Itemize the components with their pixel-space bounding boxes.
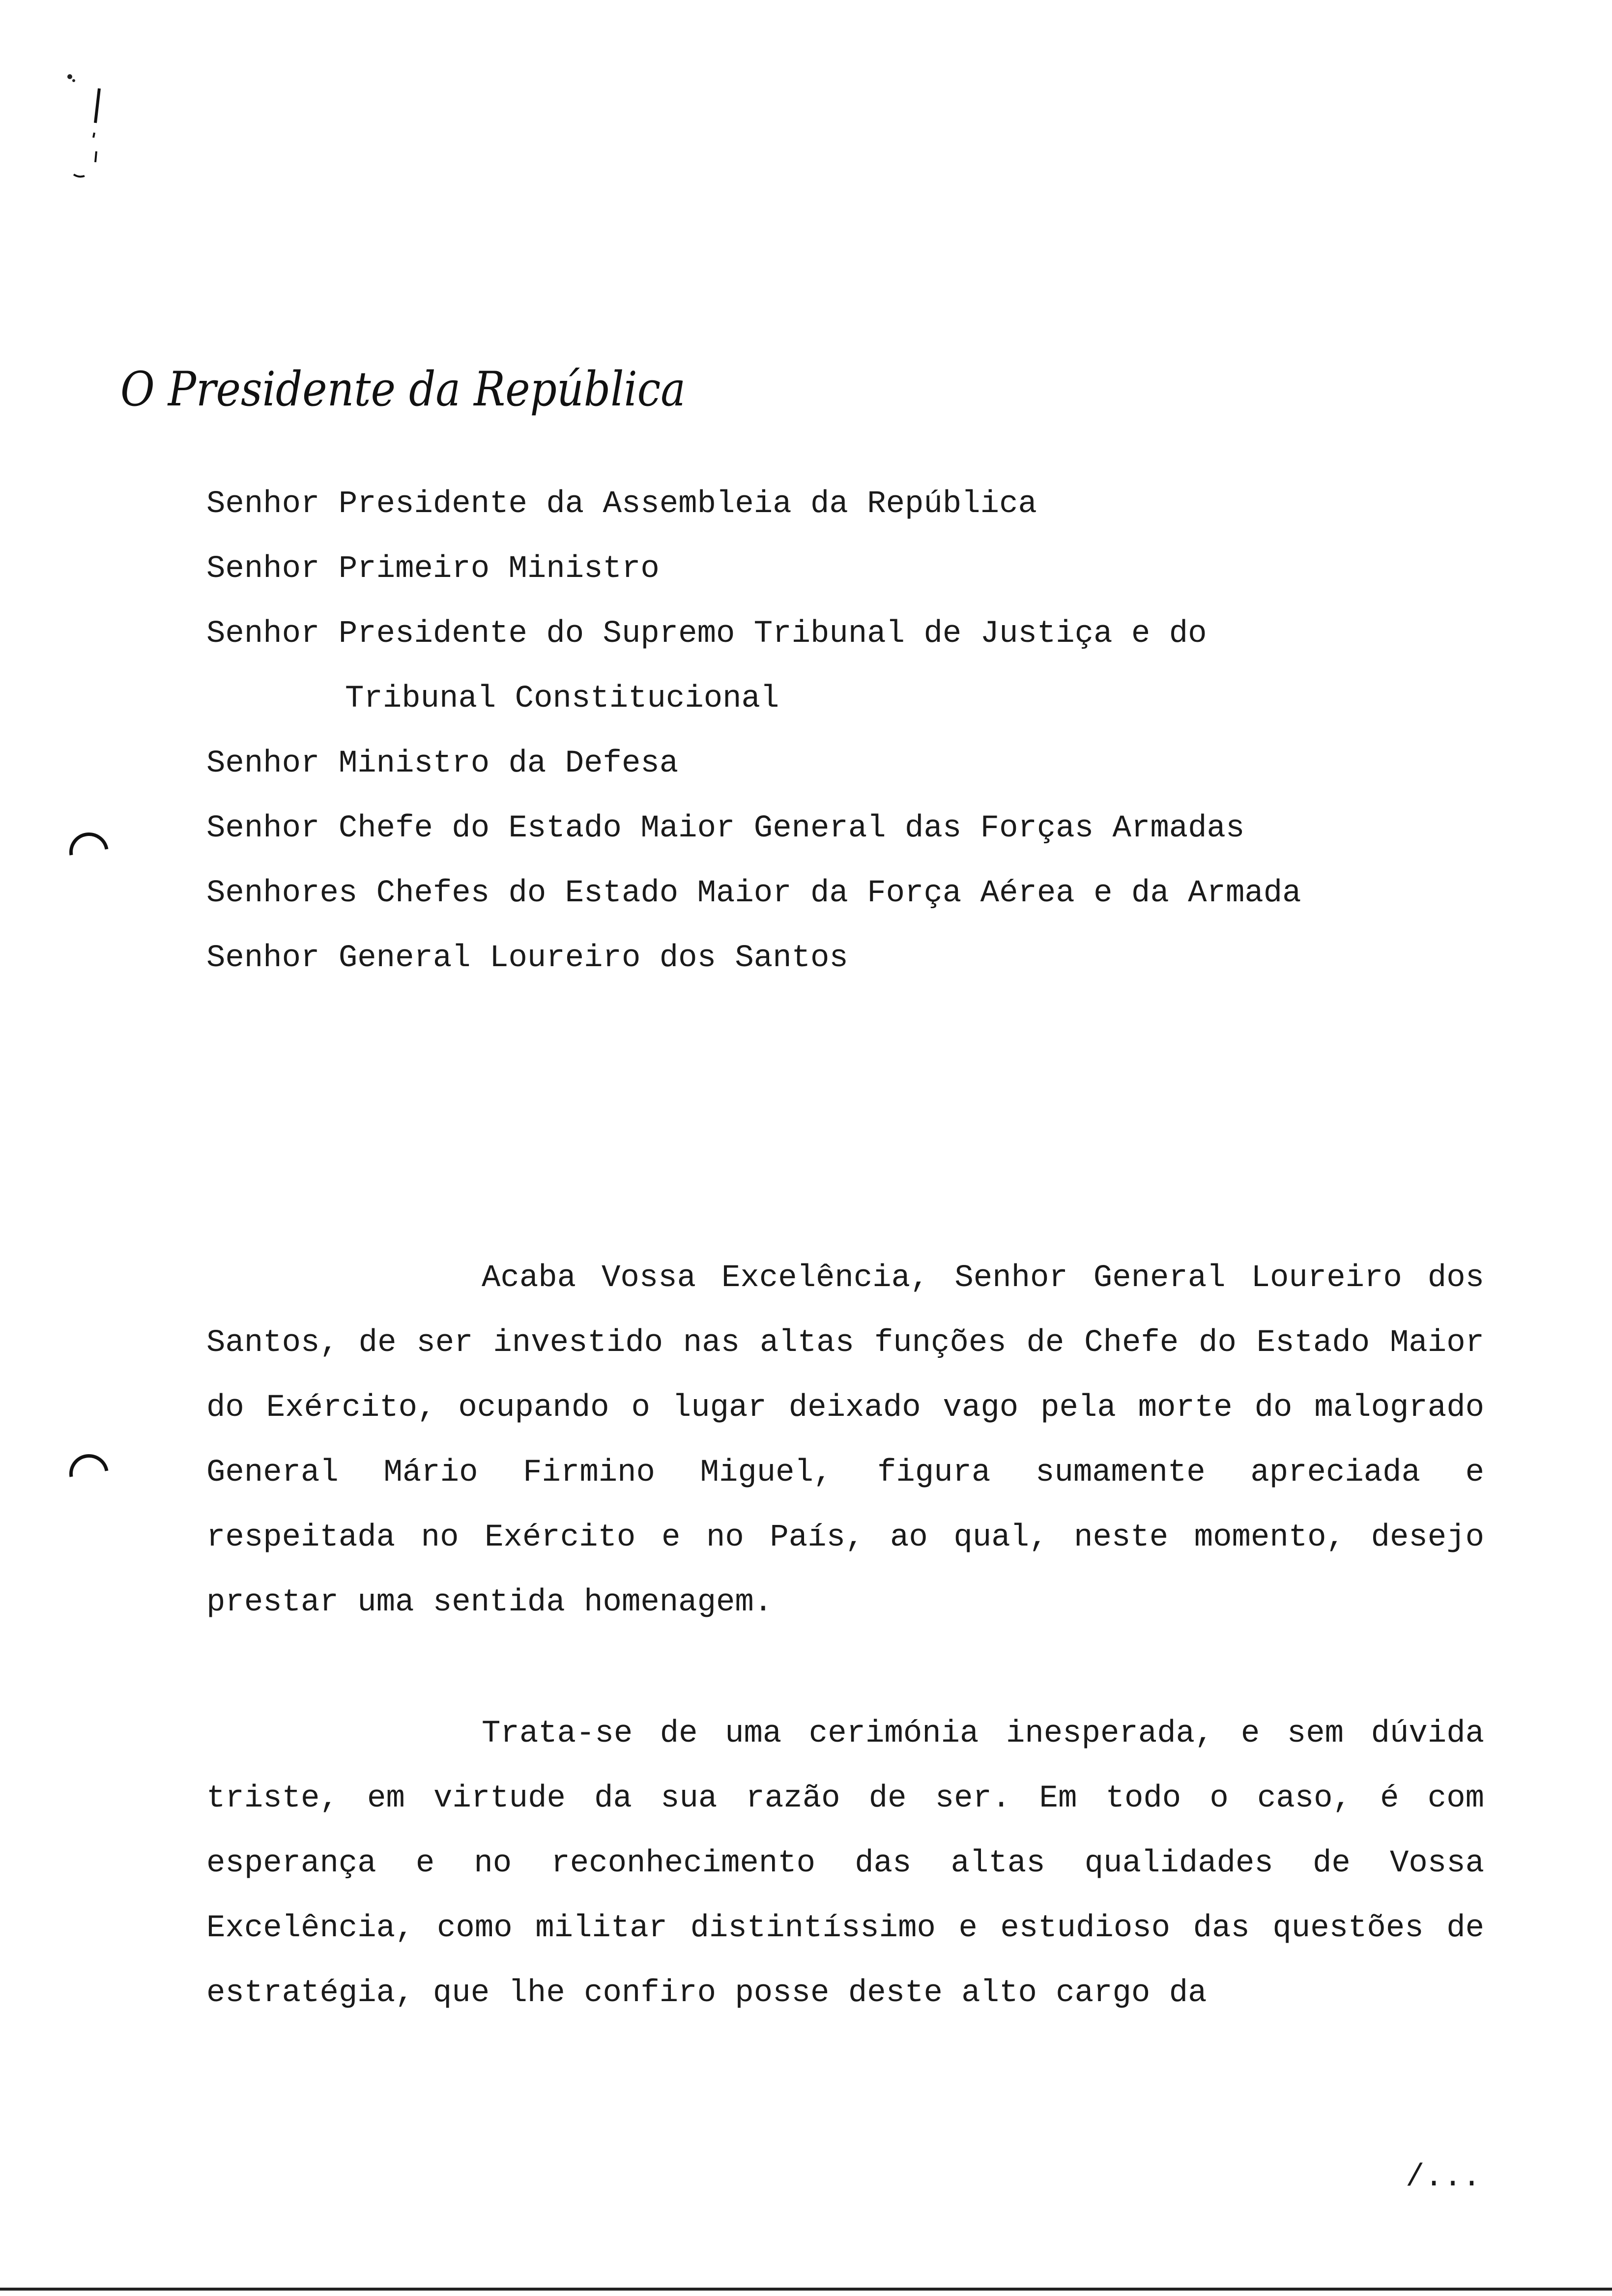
punch-hole (66, 1442, 111, 1487)
bottom-rule (0, 2288, 1612, 2291)
body-paragraph-2 (206, 1701, 1484, 2026)
letterhead-script (115, 344, 705, 432)
paragraph-text: Trata-se de uma cerimónia inesperada, e sem dúvida triste, em virtude da sua razão de ser. Em todo o caso, é com esperança e no reconhecimento das altas qualidades de Vossa Excelência, como militar distintíssimo e estudioso das questões de estratégia, que lhe confiro posse deste alto cargo da (206, 1716, 1484, 2011)
letterhead-title: O Presidente da República (120, 362, 686, 417)
salutation-line: Tribunal Constitucional (345, 681, 779, 717)
paragraph-text: Acaba Vossa Excelência, Senhor General Loureiro dos Santos, de ser investido nas altas funções de Chefe do Estado Maior do Exército, ocupando o lugar deixado vago pela morte do malogrado General Mário Firmino Miguel, figura sumamente apreciada e respeitada no Exército e no País, ao qual, neste momento, desejo prestar uma sentida homenagem. (206, 1261, 1484, 1620)
salutation-line: Senhor Presidente da Assembleia da República (206, 487, 1037, 522)
letterhead (115, 344, 705, 432)
continuation-mark: /... (1406, 2160, 1481, 2195)
salutation-line: Senhores Chefes do Estado Maior da Força Aérea e da Armada (206, 876, 1301, 911)
salutation-list (206, 472, 1533, 991)
salutation-line: Senhor Presidente do Supremo Tribunal de Justiça e do (206, 616, 1207, 652)
scan-mark (59, 64, 118, 192)
salutation-line: Senhor Primeiro Ministro (206, 551, 660, 587)
salutation-line: Senhor Chefe do Estado Maior General das Forças Armadas (206, 811, 1245, 846)
body-paragraph-1 (206, 1246, 1484, 1635)
punch-hole (66, 821, 111, 865)
salutation-line: Senhor General Loureiro dos Santos (206, 941, 848, 976)
salutation-line: Senhor Ministro da Defesa (206, 746, 679, 781)
